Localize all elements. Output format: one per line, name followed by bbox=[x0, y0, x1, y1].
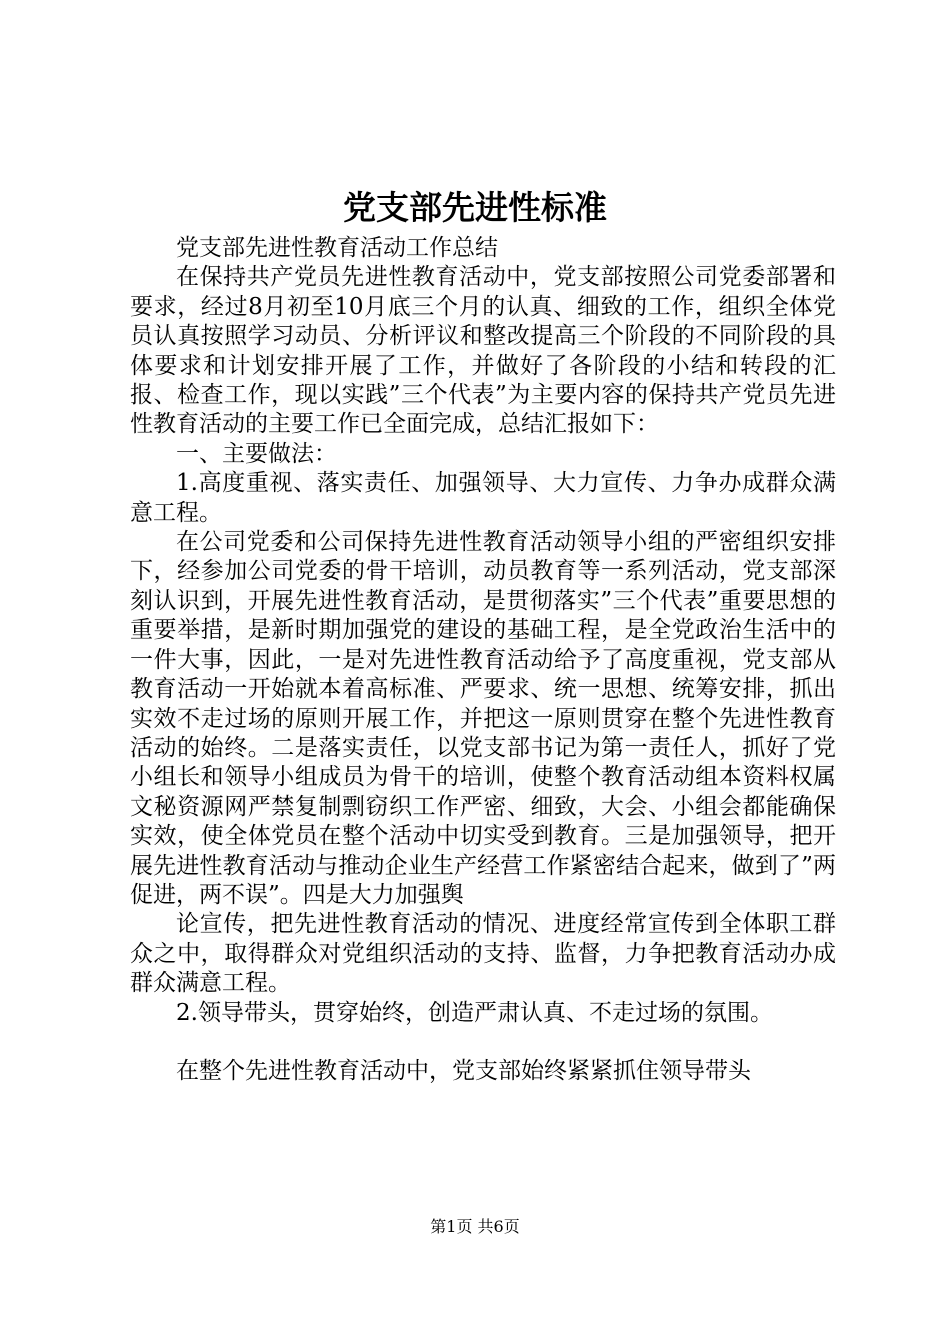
paragraph-item-1: 1.高度重视、落实责任、加强领导、大力宣传、力争办成群众满意工程。 bbox=[130, 470, 836, 526]
page-number-footer: 第1页 共6页 bbox=[430, 1217, 520, 1236]
paragraph-body-1: 在公司党委和公司保持先进性教育活动领导小组的严密组织安排下，经参加公司党委的骨干培训，动员教育等一系列活动，党支部深刻认识到，开展先进性教育活动，是贯彻落实”三个代表”重要思想的重要举措，是新时期加强党的建设的基础工程，是全党政治生活中的一件大事，因此，一是对先进性教育活动给予了高度重视，党支部从教育活动一开始就本着高标准、严要求、统一思想、统筹安排，抓出实效不走过场的原则开展工作，并把这一原则贯穿在整个先进性教育活动的始终。二是落实责任，以党支部书记为第一责任人，抓好了党小组长和领导小组成员为骨干的培训，使整个教育活动组本资料权属文秘资源网严禁复制剽窃织工作严密、细致，大会、小组会都能确保实效，使全体党员在整个活动中切实受到教育。三是加强领导，把开展先进性教育活动与推动企业生产经营工作紧密结合起来，做到了”两促进，两不误”。四是大力加强舆 bbox=[130, 529, 836, 908]
paragraph-body-2: 论宣传，把先进性教育活动的情况、进度经常宣传到全体职工群众之中，取得群众对党组织活动的支持、监督，力争把教育活动办成群众满意工程。 bbox=[130, 911, 836, 997]
document-title: 党支部先进性标准 bbox=[343, 188, 607, 227]
paragraph-section-heading: 一、主要做法： bbox=[176, 440, 337, 467]
paragraph-item-2: 2.领导带头，贯穿始终，创造严肃认真、不走过场的氛围。 bbox=[176, 999, 773, 1026]
paragraph-intro: 在保持共产党员先进性教育活动中，党支部按照公司党委部署和要求，经过8月初至10月底三个月的认真、细致的工作，组织全体党员认真按照学习动员、分析评议和整改提高三个阶段的不同阶段的具体要求和计划安排开展了工作，并做好了各阶段的小结和转段的汇报、检查工作，现以实践”三个代表”为主要内容的保持共产党员先进性教育活动的主要工作已全面完成，总结汇报如下： bbox=[130, 264, 836, 438]
paragraph-subtitle: 党支部先进性教育活动工作总结 bbox=[176, 235, 498, 261]
paragraph-body-3: 在整个先进性教育活动中，党支部始终紧紧抓住领导带头 bbox=[176, 1058, 751, 1085]
document-body bbox=[130, 234, 836, 1087]
